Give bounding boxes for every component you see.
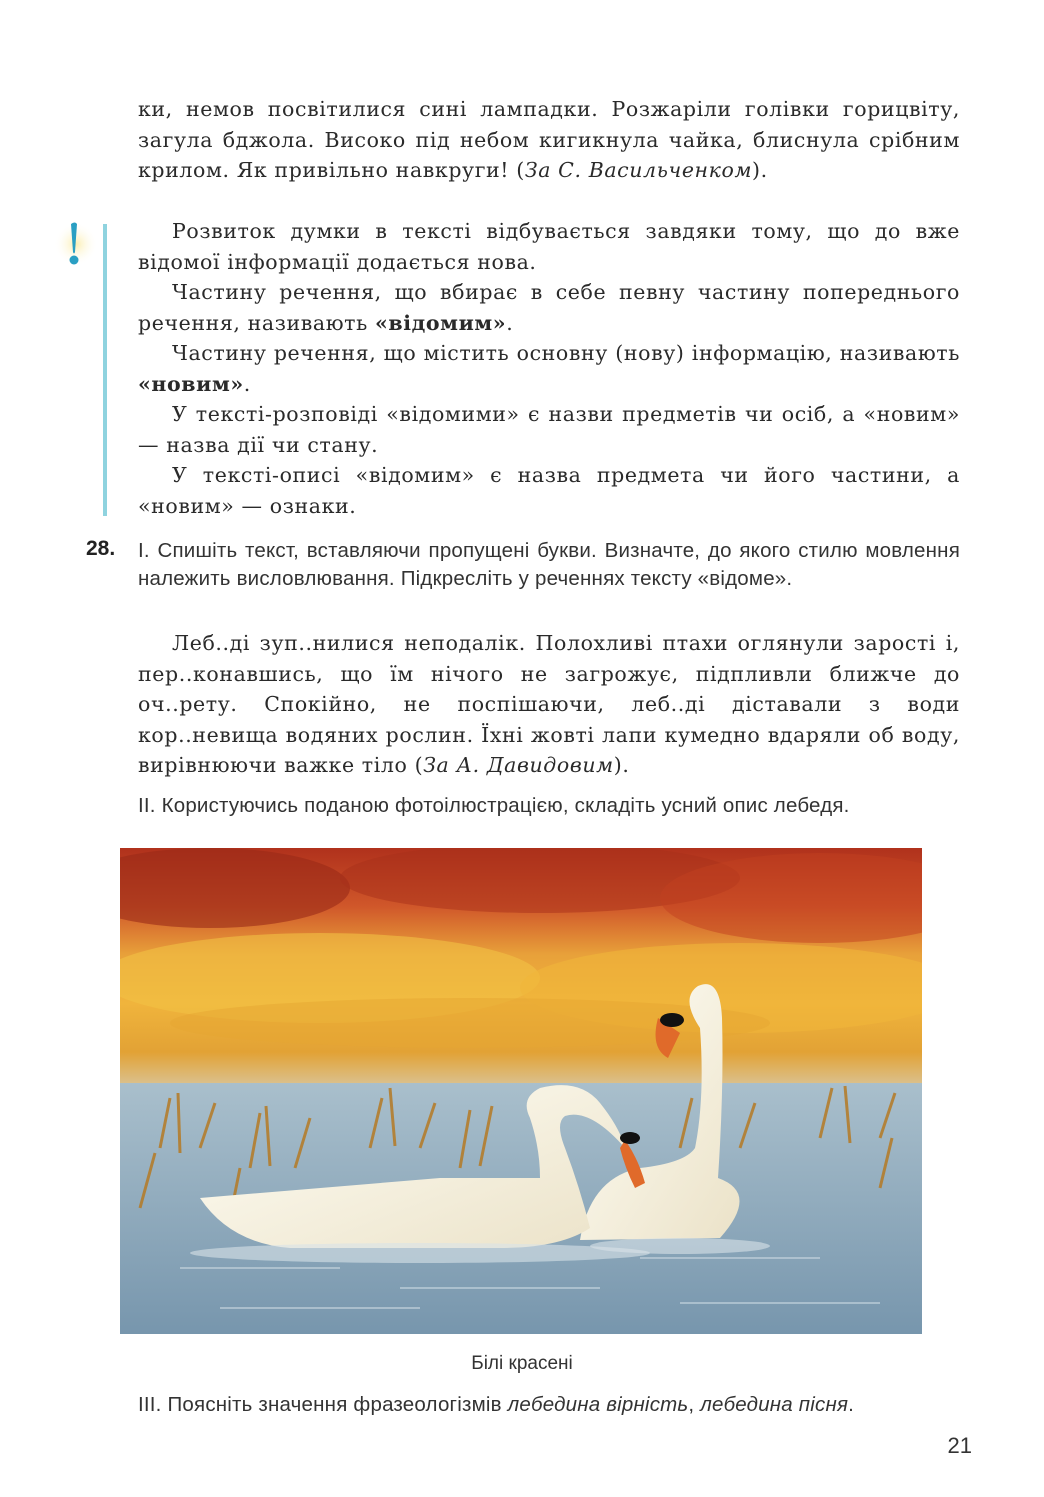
rule-p3-end: . [243,371,251,396]
rule-p2-text: Частину речення, що вбирає в себе певну частину попереднього речення, називають [138,280,960,335]
exercise-text [138,628,960,781]
intro-tail: ). [752,158,768,182]
task-part-3-text: ІІІ. Поясніть значення фразеологізмів [138,1393,508,1416]
term-vidome: «відомим» [375,310,507,335]
page-number: 21 [947,1433,972,1458]
exclamation-icon [52,218,98,270]
task-part-3 [138,1391,960,1419]
term-nove: «новим» [138,371,244,396]
intro-paragraph [138,94,960,186]
phraseologism-1: лебедина вірність [507,1393,689,1416]
rule-p3-text: Частину речення, що містить основну (нову) інформацію, називають [172,341,960,365]
exercise-body: Леб..ді зуп..нилися неподалік. Полохливі птахи оглянули зарості і, пер..конавшись, що їм нічого не загрожує, підпливли ближче до оч..рету. Спокійно, не поспішаючи, леб..ді діставали з води кор..невища водяних рослин. Їхні жовті лапи кумедно вдаряли об воду, вирівнюючи важке тіло ( [138,631,960,777]
rule-paragraph-4: У тексті-розповіді «відомими» є назви предметів чи осіб, а «новим» — назва дії чи стану. [138,402,960,457]
task-part-2: ІІ. Користуючись поданою фотоілюстрацією, складіть усний опис лебедя. [138,794,850,817]
rule-p2-end: . [506,310,514,335]
exercise-source: За А. Давидовим [423,753,614,777]
task-part-3-end: . [848,1393,855,1416]
phraseologism-separator: , [688,1393,701,1416]
rule-block [138,216,960,521]
swans-photo [120,848,922,1334]
task-number: 28. [86,537,116,560]
rule-paragraph-1: Розвиток думки в тексті відбувається завдяки тому, що до вже відомої інформації додається нова. [138,219,960,274]
photo-caption: Білі красені [471,1353,573,1374]
rule-side-bar [103,224,107,516]
exercise-tail: ). [613,753,630,777]
intro-body: ки, немов посвітилися сині лампадки. Розжаріли голівки горицвіту, загула бджола. Високо під небом кигикнула чайка, блиснула срібним крилом. Як привільно навкруги! ( [138,97,960,182]
rule-paragraph-5: У тексті-описі «відомим» є назва предмета чи його частини, а «новим» — ознаки. [138,463,960,518]
phraseologism-2: лебедина пісня [700,1393,849,1416]
rule-paragraph-3 [138,338,960,399]
task-part-1: І. Спишіть текст, вставляючи пропущені букви. Визначте, до якого стилю мовлення належить висловлювання. Підкресліть у реченнях тексту «відоме». [138,539,960,590]
intro-source: За С. Васильченком [524,158,753,182]
rule-paragraph-2 [138,277,960,338]
